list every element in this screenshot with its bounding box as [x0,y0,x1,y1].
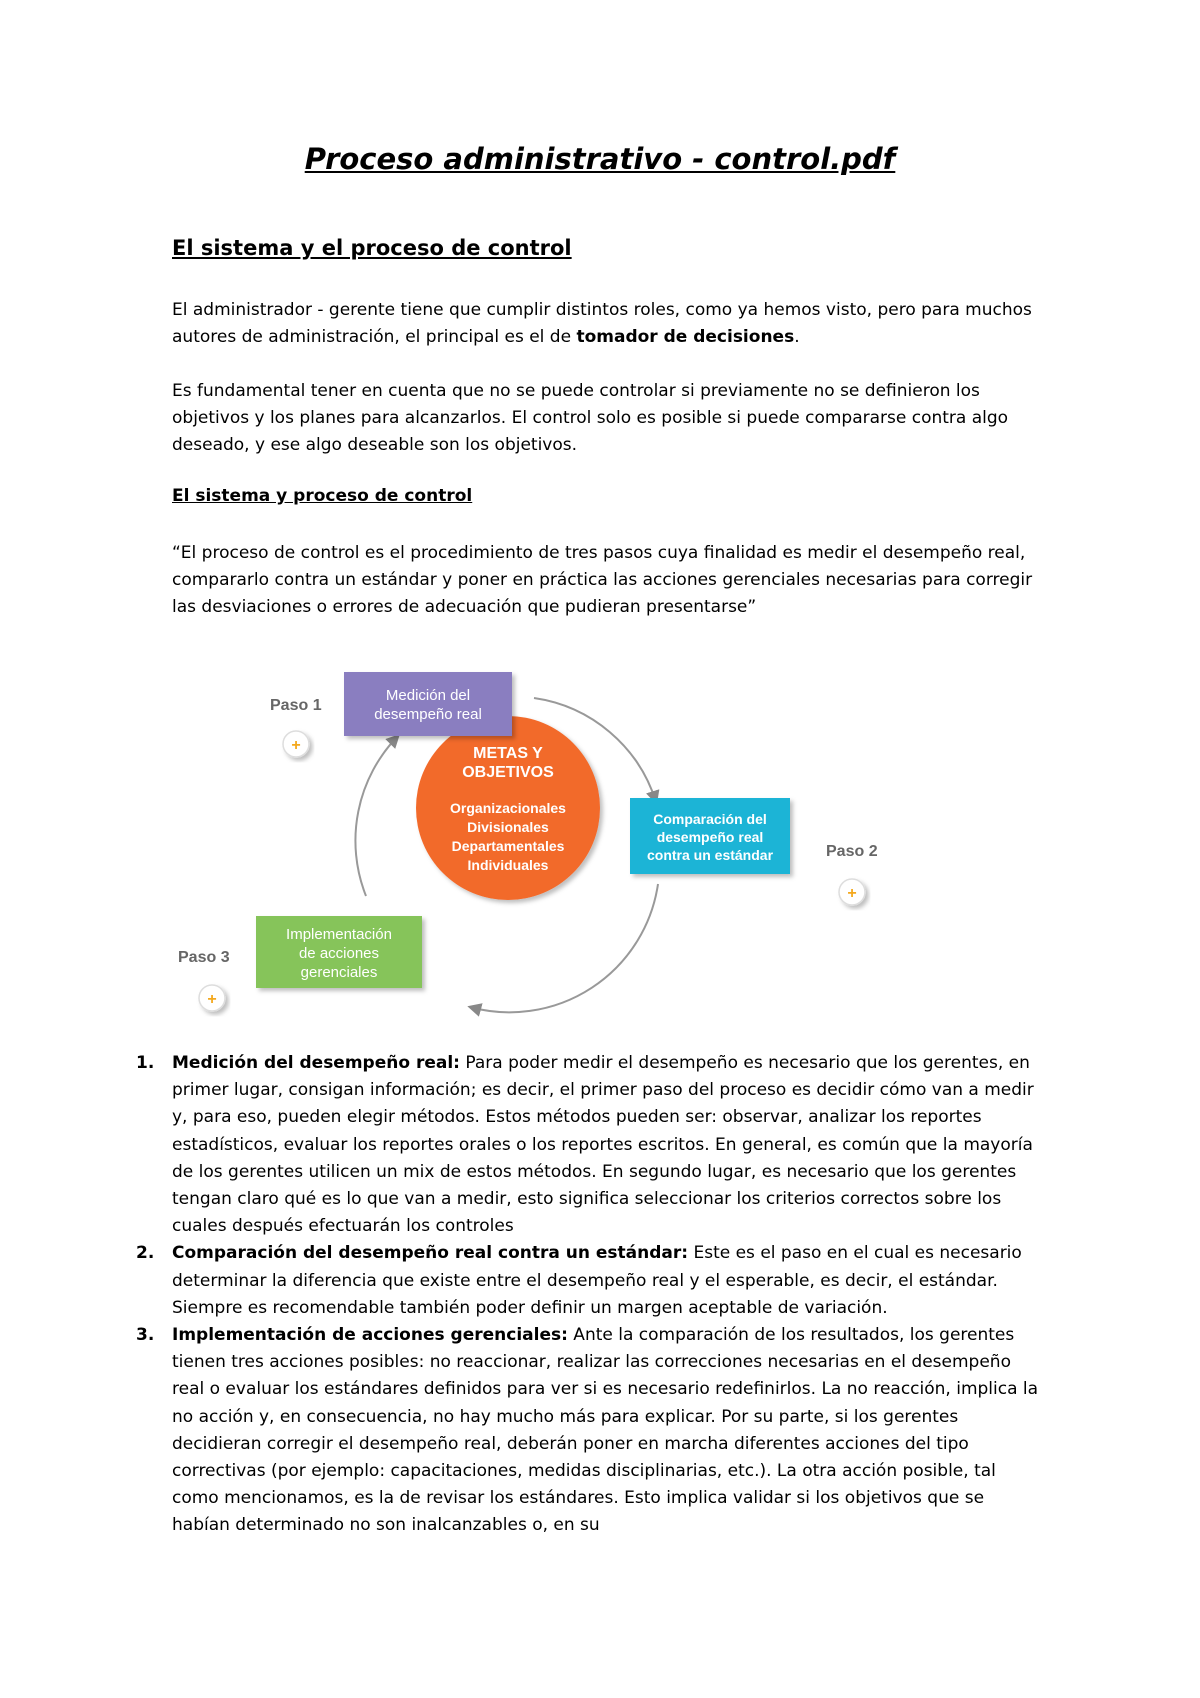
plus-icon: + [291,737,301,754]
list-item-text: Este es el paso en el cual es necesario determinar la diferencia que existe entre el desempeño real y el esperable, es decir, el estándar. Siempre es recomendable también poder definir un margen aceptable de variación. [172,1243,1022,1318]
list-number: 2. [136,1243,155,1264]
definition-quote: “El proceso de control es el procedimiento de tres pasos cuya finalidad es medir el desempeño real, compararlo contra un estándar y poner en práctica las acciones gerenciales necesarias para corregir las desviaciones o errores de adecuación que pudieran presentarse” [172,543,1033,617]
intro-end: . [794,327,800,347]
goals-item: Departamentales [451,838,565,854]
objectives-paragraph: Es fundamental tener en cuenta que no se puede controlar si previamente no se definieron los objetivos y los planes para alcanzarlos. El control solo es posible si puede compararse contra algo deseado, y ese algo deseable son los objetivos. [172,381,1009,455]
step2-line2: desempeño real [656,829,764,845]
list-number: 3. [136,1325,155,1346]
step1-line2: desempeño real [374,706,482,723]
goals-item: Divisionales [467,819,549,835]
cycle-arrow-2 [470,884,658,1012]
intro-paragraph [172,297,1042,351]
step3-line1: Implementación [286,926,392,943]
goals-title-2: OBJETIVOS [462,764,554,781]
step2-label: Paso 2 [826,843,878,860]
list-item-title: Comparación del desempeño real contra un estándar: [172,1243,689,1264]
step1-line1: Medición del [385,687,471,704]
plus-icon: + [207,991,217,1008]
list-item-text: Ante la comparación de los resultados, los gerentes tienen tres acciones posibles: no reaccionar, realizar las correcciones necesarias en el desempeño real o evaluar los estándares definidos para ver si es necesario redefinirlos. La no reacción, implica la no acción y, en consecuencia, no hay mucho más para explicar. Por su parte, si los gerentes decidieran corregir el desempeño real, deberán poner en marcha diferentes acciones del tipo correctivas (por ejemplo: capacitaciones, medidas disciplinarias, etc.). La otra acción posible, tal como mencionamos, es la de revisar los estándares. Esto implica validar si los objetivos que se habían determinado no son inalcanzables o, en su [172,1325,1039,1536]
step3-line2: de acciones [298,945,380,962]
step2-line1: Comparación del [653,811,767,827]
process-steps-list [136,1050,1042,1540]
list-item-title: Medición del desempeño real: [172,1053,460,1073]
list-item [136,1240,1042,1322]
step3-line3: gerenciales [300,964,378,981]
list-item-title: Implementación de acciones gerenciales: [172,1325,568,1346]
goals-title-1: METAS Y [473,745,543,762]
control-process-diagram [172,652,902,1024]
step1-box [344,672,512,736]
intro-text: El administrador - gerente tiene que cumplir distintos roles, como ya hemos visto, pero para muchos autores de administración, el principal es el de [172,300,1032,347]
step2-line3: contra un estándar [646,847,774,863]
subsection-heading: El sistema y proceso de control [172,486,473,506]
plus-icon: + [847,885,857,902]
goals-item: Organizacionales [450,800,566,816]
section-heading: El sistema y el proceso de control [172,236,572,260]
list-item [136,1322,1042,1540]
intro-bold: tomador de decisiones [576,327,795,347]
list-item [136,1050,1042,1240]
goals-item: Individuales [467,857,549,873]
step3-label: Paso 3 [178,949,230,966]
document-title: Proceso administrativo - control.pdf [304,142,896,176]
cycle-arrow-3 [355,736,398,896]
list-item-text: Para poder medir el desempeño es necesario que los gerentes, en primer lugar, consigan información; es decir, el primer paso del proceso es decidir cómo van a medir y, para eso, pueden elegir métodos. Estos métodos pueden ser: observar, analizar los reportes estadísticos, evaluar los reportes orales o los reportes escritos. En general, es común que la mayoría de los gerentes utilicen un mix de estos métodos. En segundo lugar, es necesario que los gerentes tengan claro qué es lo que van a medir, esto significa seleccionar los criterios correctos sobre los cuales después efectuarán los controles [172,1053,1034,1237]
list-number: 1. [136,1053,155,1073]
step1-label: Paso 1 [270,697,322,714]
